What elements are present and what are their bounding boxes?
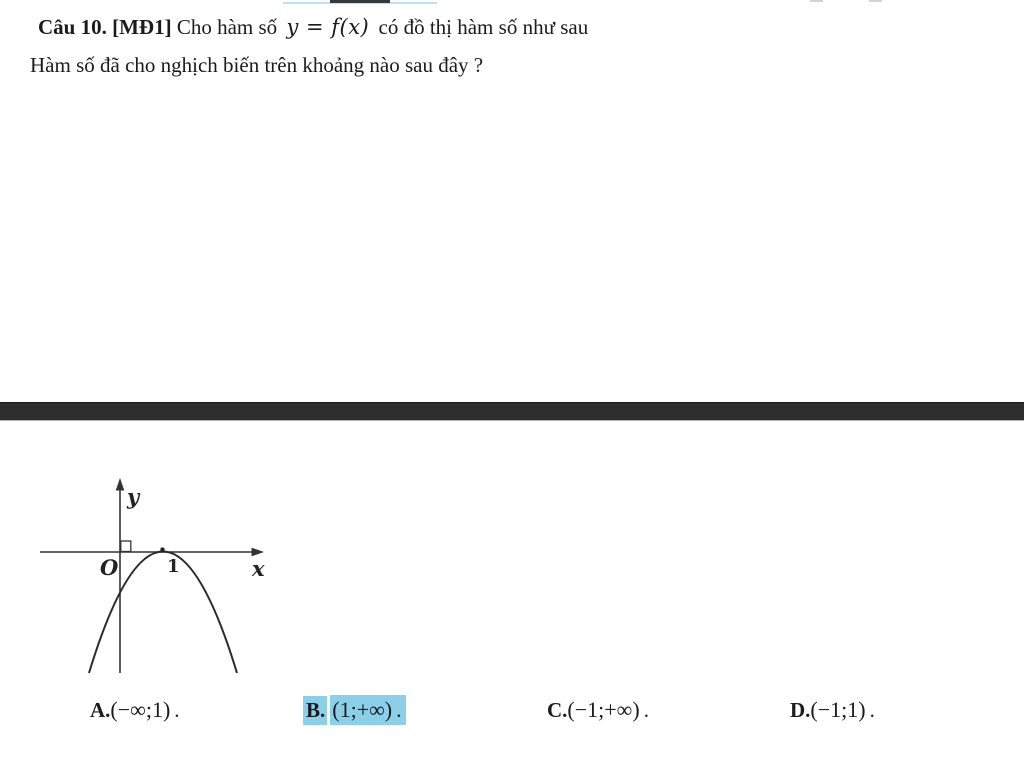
x-axis-label: x [252, 556, 265, 581]
vertex-point [160, 547, 164, 551]
question-level-tag: [MĐ1] [112, 15, 172, 39]
option-a-period: . [174, 698, 180, 722]
question-text-after-math: có đồ thị hàm số như sau [378, 15, 589, 39]
answer-option-d [790, 697, 875, 723]
option-d-value: (−1;1) [810, 697, 866, 722]
cropped-text-artifact [330, 0, 390, 3]
question-text-before-math: Cho hàm số [176, 15, 278, 39]
x-axis-arrow-icon [252, 548, 265, 557]
question-number: Câu 10. [38, 15, 107, 39]
option-c-key: C. [547, 698, 568, 722]
answer-option-c [547, 697, 649, 723]
question-line-1 [38, 15, 588, 40]
option-c-period: . [643, 698, 649, 722]
option-b-key: B. [303, 696, 327, 725]
right-angle-mark [121, 541, 131, 552]
tick-label-1: 1 [167, 556, 180, 577]
option-b-value [330, 695, 405, 725]
option-d-key: D. [790, 698, 811, 722]
function-graph [30, 458, 290, 690]
answer-option-b-highlighted [303, 697, 406, 723]
option-a-key: A. [90, 698, 111, 722]
cropped-text-artifact [869, 0, 882, 2]
y-axis-arrow-icon [116, 478, 125, 491]
cropped-text-artifact [810, 0, 823, 2]
question-line-2: Hàm số đã cho nghịch biến trên khoảng nào sau đây ? [30, 53, 484, 77]
option-b-period: . [396, 697, 402, 722]
option-c-value: (−1;+∞) [567, 697, 640, 722]
option-d-period: . [869, 698, 875, 722]
answer-option-a [90, 697, 180, 723]
origin-label: O [100, 555, 119, 580]
math-expression: y = f(x) [286, 15, 370, 39]
y-axis-label: y [127, 484, 140, 509]
option-b-interval: (1;+∞) [332, 697, 393, 722]
divider-band [0, 402, 1024, 421]
option-a-value: (−∞;1) [110, 697, 171, 722]
